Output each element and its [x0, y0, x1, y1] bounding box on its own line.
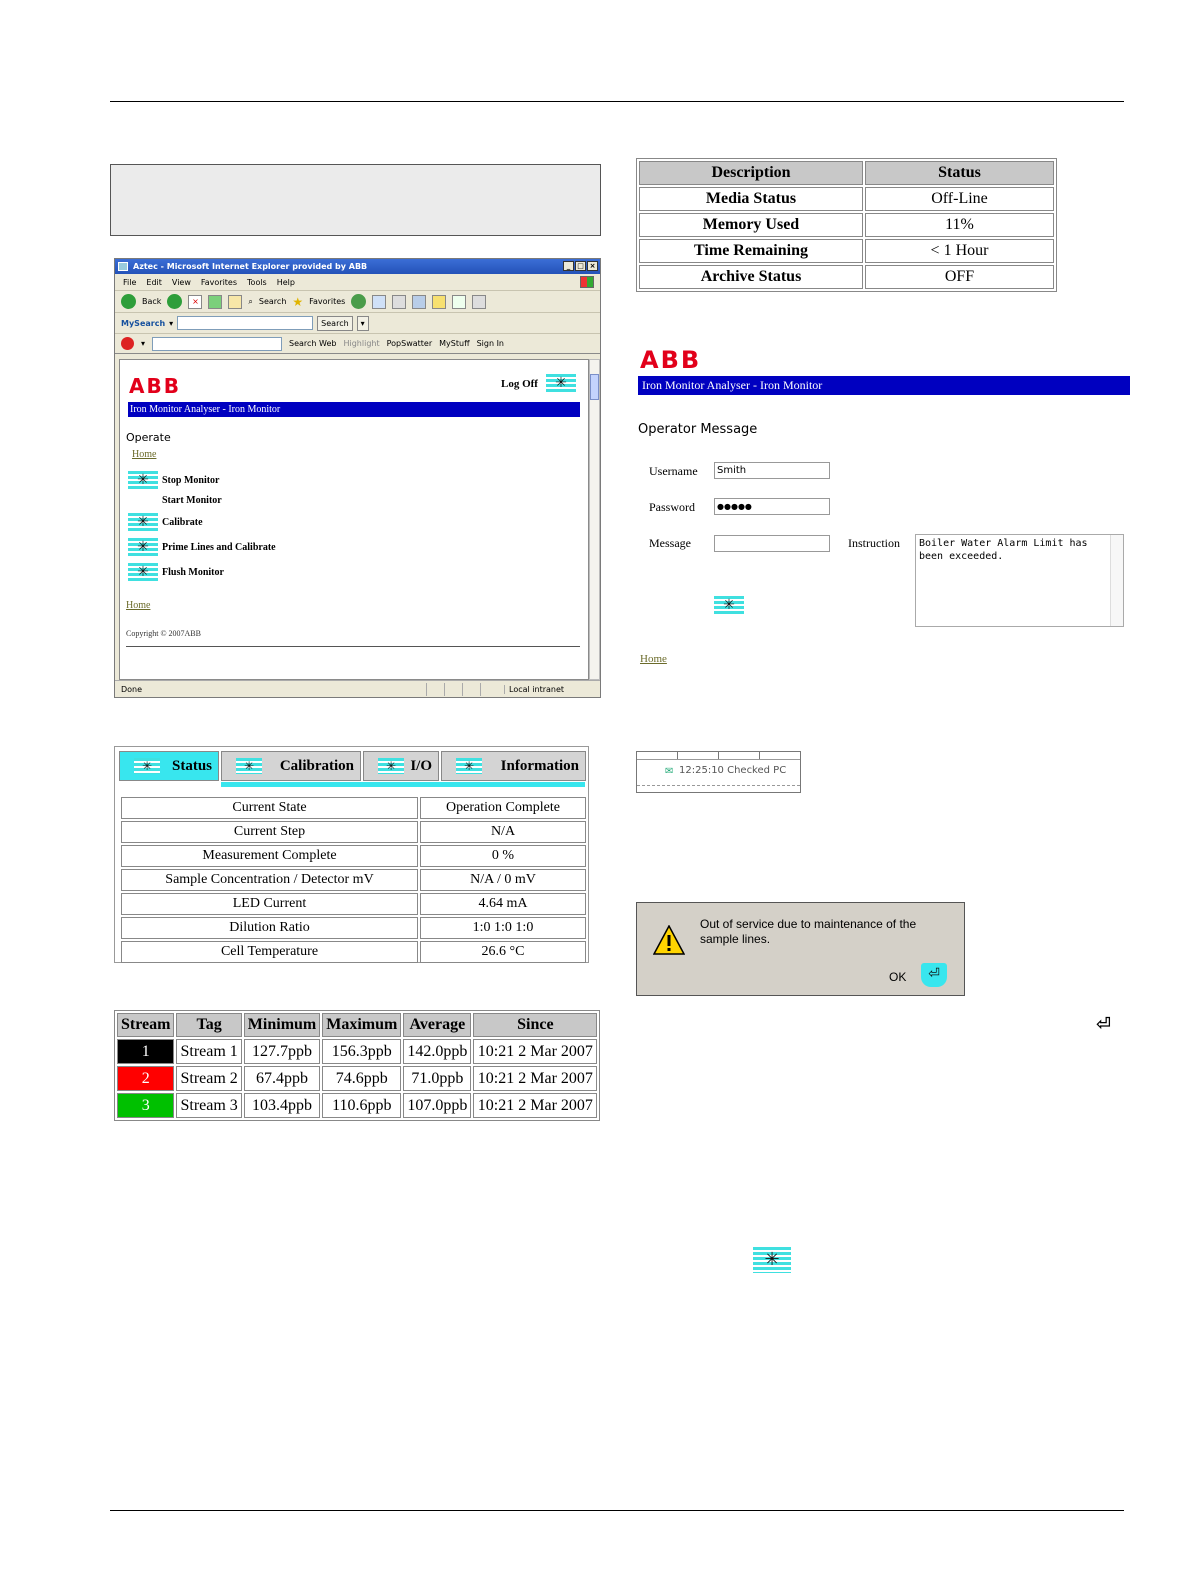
archive-description: Archive Status	[639, 265, 863, 289]
footer-rule	[110, 1510, 1124, 1511]
start-monitor-item[interactable]	[162, 495, 222, 506]
prime-lines-item[interactable]	[128, 538, 276, 557]
average-cell: 107.0ppb	[403, 1093, 471, 1118]
scroll-thumb[interactable]	[590, 374, 599, 400]
stop-icon[interactable]: ×	[188, 295, 202, 309]
alert-dialog	[636, 902, 965, 996]
menu-help[interactable]: Help	[276, 278, 295, 287]
textarea-scrollbar[interactable]	[1110, 535, 1123, 626]
stop-monitor-item[interactable]	[128, 471, 220, 490]
abb-logo: ABB	[129, 374, 181, 398]
archive-description: Media Status	[639, 187, 863, 211]
home-link[interactable]: Home	[640, 653, 667, 665]
username-field[interactable]: Smith	[714, 462, 830, 479]
status-row-label: Current State	[121, 797, 418, 819]
status-row-value: 0 %	[420, 845, 586, 867]
tab-io[interactable]	[363, 751, 439, 781]
favorites-button[interactable]: Favorites	[309, 297, 346, 306]
envelope-icon: ✉	[665, 766, 674, 777]
toolbar-logo-icon	[121, 337, 134, 350]
calibrate-label[interactable]: Calibrate	[162, 517, 203, 528]
status-row	[121, 845, 586, 867]
status-zone: Local intranet	[504, 685, 600, 694]
status-row-label: Measurement Complete	[121, 845, 418, 867]
tag-cell: Stream 2	[176, 1066, 241, 1091]
status-row-value: 4.64 mA	[420, 893, 586, 915]
tab-bar	[119, 751, 586, 781]
tab-information-label[interactable]: Information	[500, 757, 579, 774]
ie-icon	[118, 262, 128, 271]
mystuff-button[interactable]: MyStuff	[439, 339, 470, 348]
browser-window	[114, 258, 601, 698]
table-row	[117, 1066, 597, 1091]
browser-title: Aztec - Microsoft Internet Explorer provided by ABB	[133, 262, 368, 271]
status-row-value: N/A / 0 mV	[420, 869, 586, 891]
tab-status[interactable]	[119, 751, 219, 781]
status-row-value: Operation Complete	[420, 797, 586, 819]
lite-icon	[753, 1247, 791, 1273]
instruction-textarea[interactable]	[915, 534, 1124, 627]
warning-icon	[653, 925, 685, 955]
home-link-top[interactable]: Home	[132, 449, 157, 460]
col-description: Description	[639, 161, 863, 185]
history-icon[interactable]	[351, 294, 366, 309]
abb-logo: ABB	[640, 346, 702, 374]
tab-status-label[interactable]: Status	[171, 757, 212, 774]
col-stream: Stream	[117, 1013, 174, 1037]
information-tab-icon	[456, 758, 482, 774]
stream-cell: 1	[117, 1039, 174, 1064]
minimum-cell: 127.7ppb	[244, 1039, 320, 1064]
logoff-label[interactable]: Log Off	[501, 377, 538, 390]
tab-underline	[221, 782, 585, 787]
col-minimum: Minimum	[244, 1013, 320, 1037]
print-icon[interactable]	[392, 295, 406, 309]
home-icon[interactable]	[228, 295, 242, 309]
search-icon[interactable]: ⌕	[248, 296, 253, 306]
minimize-button[interactable]: _	[563, 261, 574, 271]
archive-description: Memory Used	[639, 213, 863, 237]
mysearch-bar	[115, 313, 600, 334]
table-row	[639, 213, 1054, 237]
menu-edit[interactable]: Edit	[146, 278, 162, 287]
menu-bar	[115, 274, 600, 291]
menu-tools[interactable]: Tools	[247, 278, 267, 287]
operator-message-page	[638, 344, 1130, 674]
flush-monitor-label[interactable]: Flush Monitor	[162, 567, 224, 578]
status-dash	[637, 785, 800, 786]
copyright: Copyright © 2007ABB	[126, 629, 201, 638]
vertical-scrollbar[interactable]	[589, 359, 600, 680]
send-button[interactable]	[714, 596, 744, 615]
calibrate-item[interactable]	[128, 513, 203, 532]
minimum-cell: 67.4ppb	[244, 1066, 320, 1091]
highlight-button[interactable]: Highlight	[343, 339, 380, 348]
average-cell: 71.0ppb	[403, 1066, 471, 1091]
header-rule	[110, 101, 1124, 102]
instruction-text: Boiler Water Alarm Limit has been exceeded.	[919, 538, 1088, 562]
logoff-icon[interactable]	[546, 374, 576, 393]
status-row	[121, 941, 586, 963]
flush-monitor-icon[interactable]	[128, 563, 158, 582]
browser-content	[119, 359, 589, 680]
start-monitor-label[interactable]: Start Monitor	[162, 495, 222, 506]
maximum-cell: 110.6ppb	[322, 1093, 401, 1118]
search-button[interactable]: Search	[258, 297, 287, 306]
nav-title-bar: Iron Monitor Analyser - Iron Monitor	[128, 402, 580, 417]
browser-statusbar	[115, 680, 600, 697]
refresh-icon[interactable]	[208, 295, 222, 309]
calibrate-icon[interactable]	[128, 513, 158, 532]
acknowledge-icon: ⏎	[1096, 1014, 1112, 1035]
since-cell: 10:21 2 Mar 2007	[473, 1093, 597, 1118]
windows-logo-icon	[580, 276, 594, 288]
status-message[interactable]: 12:25:10 Checked PC	[679, 765, 787, 776]
status-row	[121, 893, 586, 915]
col-average: Average	[403, 1013, 471, 1037]
minimum-cell: 103.4ppb	[244, 1093, 320, 1118]
status-done: Done	[121, 684, 143, 694]
status-ticks	[637, 752, 800, 760]
stream-cell: 3	[117, 1093, 174, 1118]
tab-calibration[interactable]	[221, 751, 361, 781]
page-heading: Operate	[126, 431, 171, 444]
io-tab-icon	[378, 758, 404, 774]
mail-icon[interactable]	[372, 295, 386, 309]
status-panel	[114, 746, 589, 963]
popswatter-button[interactable]: PopSwatter	[386, 339, 433, 348]
chevron-down-icon[interactable]: ▾	[141, 339, 146, 348]
archive-description: Time Remaining	[639, 239, 863, 263]
tab-io-label[interactable]: I/O	[410, 757, 432, 774]
status-row-label: Cell Temperature	[121, 941, 418, 963]
status-row	[121, 797, 586, 819]
status-row	[121, 869, 586, 891]
mysearch-label: MySearch	[121, 318, 166, 328]
status-row-label: Dilution Ratio	[121, 917, 418, 939]
favorites-icon[interactable]: ★	[292, 294, 304, 309]
caption-box	[110, 164, 601, 236]
close-button[interactable]: ×	[587, 261, 598, 271]
home-link-bottom[interactable]: Home	[126, 600, 151, 611]
table-row	[639, 239, 1054, 263]
nav-title-bar: Iron Monitor Analyser - Iron Monitor	[638, 376, 1130, 395]
logoff-link[interactable]	[501, 374, 576, 393]
prime-lines-label[interactable]: Prime Lines and Calibrate	[162, 542, 276, 553]
table-row	[117, 1039, 597, 1064]
col-status: Status	[865, 161, 1054, 185]
tab-calibration-label[interactable]: Calibration	[279, 757, 354, 774]
maximum-cell: 156.3ppb	[322, 1039, 401, 1064]
col-maximum: Maximum	[322, 1013, 401, 1037]
chevron-down-icon[interactable]: ▾	[169, 318, 174, 328]
back-icon[interactable]	[121, 294, 136, 309]
links-bar	[115, 334, 600, 354]
status-tab-icon	[134, 758, 160, 774]
mysearch-dropdown[interactable]: ▾	[357, 316, 369, 331]
stream-table	[114, 1010, 600, 1121]
average-cell: 142.0ppb	[403, 1039, 471, 1064]
calibration-tab-icon	[236, 758, 262, 774]
stop-monitor-label[interactable]: Stop Monitor	[162, 475, 220, 486]
status-row-value: 26.6 °C	[420, 941, 586, 963]
acknowledge-button[interactable]: ⏎	[921, 963, 947, 987]
edit-icon[interactable]	[412, 295, 426, 309]
password-field[interactable]: ●●●●●	[714, 498, 830, 515]
col-since: Since	[473, 1013, 597, 1037]
research-icon[interactable]	[452, 295, 466, 309]
menu-file[interactable]: File	[123, 278, 137, 287]
archive-status: Off-Line	[865, 187, 1054, 211]
prime-lines-icon[interactable]	[128, 538, 158, 557]
search-web-button[interactable]: Search Web	[289, 339, 337, 348]
forward-icon[interactable]	[167, 294, 182, 309]
archive-status: OFF	[865, 265, 1054, 289]
browser-toolbar	[115, 291, 600, 313]
signin-button[interactable]: Sign In	[476, 339, 504, 348]
flush-monitor-item[interactable]	[128, 563, 224, 582]
col-tag: Tag	[176, 1013, 241, 1037]
back-button[interactable]: Back	[142, 297, 162, 306]
table-row	[639, 265, 1054, 289]
stop-monitor-icon[interactable]	[128, 471, 158, 490]
tag-cell: Stream 1	[176, 1039, 241, 1064]
page-title: Operator Message	[638, 422, 758, 437]
web-search-input[interactable]	[152, 337, 282, 351]
status-row-value: 1:0 1:0 1:0	[420, 917, 586, 939]
mysearch-button[interactable]: Search	[317, 316, 352, 331]
messenger-icon[interactable]	[472, 295, 486, 309]
status-row-label: Current Step	[121, 821, 418, 843]
tab-information[interactable]	[441, 751, 586, 781]
stream-cell: 2	[117, 1066, 174, 1091]
instruction-label: Instruction	[848, 536, 900, 550]
tag-cell: Stream 3	[176, 1093, 241, 1118]
since-cell: 10:21 2 Mar 2007	[473, 1039, 597, 1064]
mysearch-input[interactable]	[177, 316, 313, 330]
folder-icon[interactable]	[432, 295, 446, 309]
message-field[interactable]	[714, 535, 830, 552]
dialog-text: Out of service due to maintenance of the sample lines.	[700, 917, 917, 946]
status-row-value: N/A	[420, 821, 586, 843]
menu-view[interactable]: View	[171, 278, 191, 287]
status-row	[121, 821, 586, 843]
maximum-cell: 74.6ppb	[322, 1066, 401, 1091]
archive-status: 11%	[865, 213, 1054, 237]
menu-favorites[interactable]: Favorites	[200, 278, 238, 287]
status-row	[121, 917, 586, 939]
maximize-button[interactable]: □	[575, 261, 586, 271]
table-row	[117, 1093, 597, 1118]
status-bar-snippet	[636, 751, 801, 793]
ok-label: OK	[889, 970, 907, 984]
table-row	[639, 187, 1054, 211]
archive-status: < 1 Hour	[865, 239, 1054, 263]
message-label: Message	[649, 536, 691, 550]
since-cell: 10:21 2 Mar 2007	[473, 1066, 597, 1091]
divider	[126, 646, 580, 647]
status-row-label: Sample Concentration / Detector mV	[121, 869, 418, 891]
username-label: Username	[649, 464, 698, 478]
status-row-label: LED Current	[121, 893, 418, 915]
password-label: Password	[649, 500, 696, 514]
status-table	[119, 795, 588, 965]
archive-table	[636, 158, 1057, 292]
browser-titlebar	[115, 259, 600, 274]
